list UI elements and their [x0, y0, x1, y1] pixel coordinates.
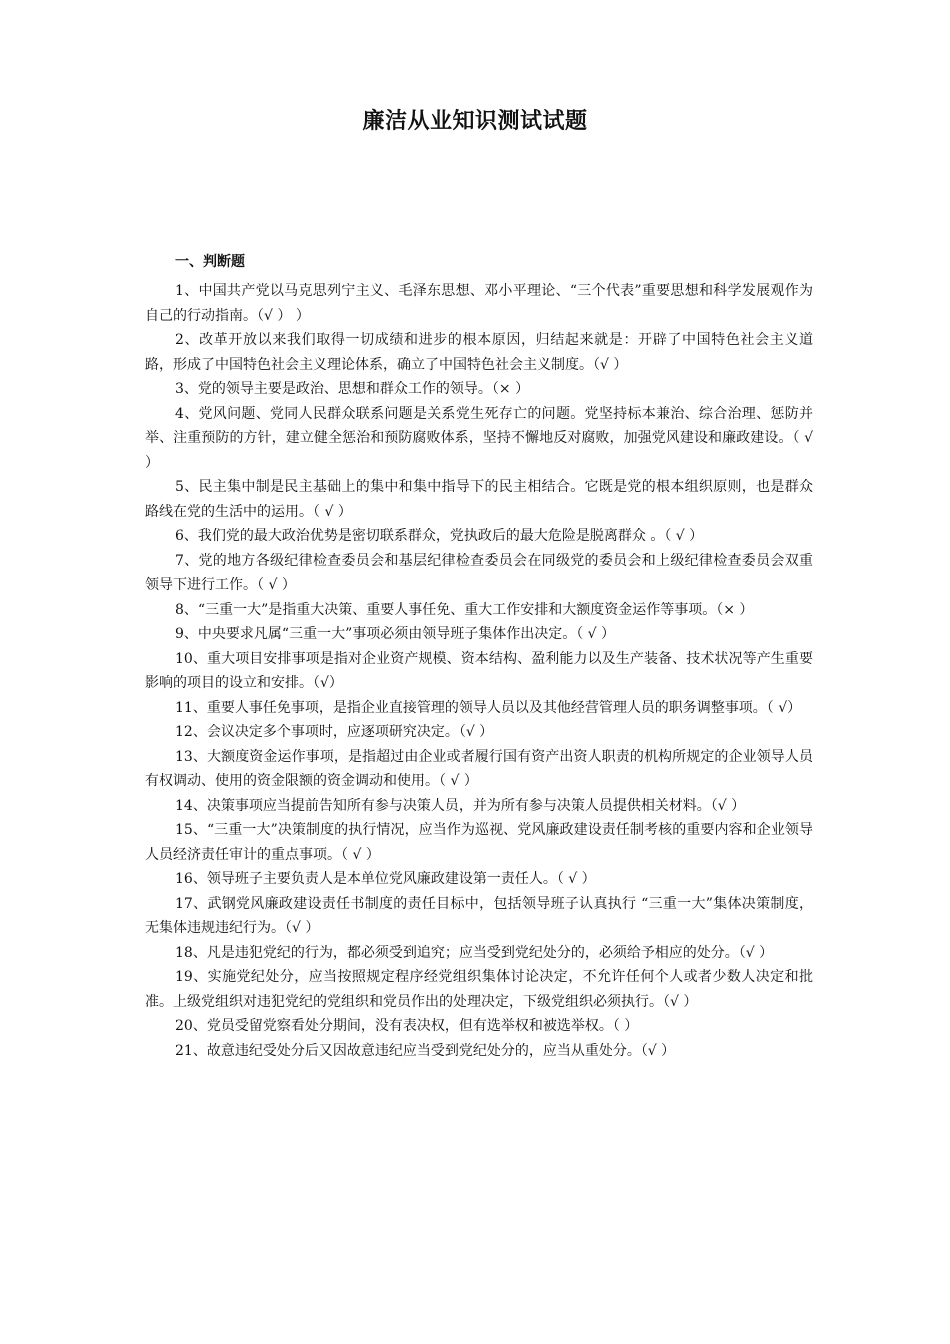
question-item: 5、民主集中制是民主基础上的集中和集中指导下的民主相结合。它既是党的根本组织原则，也是群众路线在党的生活中的运用。（ √ ）: [145, 479, 813, 520]
question-item: 10、重大项目安排事项是指对企业资产规模、资本结构、盈利能力以及生产装备、技术状况等产生重要影响的项目的设立和安排。（√）: [145, 650, 813, 691]
question-item: 18、凡是违犯党纪的行为，都必须受到追究；应当受到党纪处分的，必须给予相应的处分。（√ ）: [175, 944, 774, 961]
question-item: 21、故意违纪受处分后又因故意违纪应当受到党纪处分的，应当从重处分。（√ ）: [175, 1042, 676, 1059]
question-item: 11、重要人事任免事项，是指企业直接管理的领导人员以及其他经营管理人员的职务调整事项。（ √）: [175, 699, 802, 716]
question-item: 14、决策事项应当提前告知所有参与决策人员，并为所有参与决策人员提供相关材料。（√ ）: [175, 797, 746, 814]
question-item: 16、领导班子主要负责人是本单位党风廉政建设第一责任人。（ √ ）: [175, 871, 596, 887]
question-item: 6、我们党的最大政治优势是密切联系群众，党执政后的最大危险是脱离群众 。（ √ ）: [175, 528, 704, 544]
document-body: [145, 250, 813, 1063]
page-title: 廉洁从业知识测试试题: [362, 109, 588, 134]
question-item: 3、党的领导主要是政治、思想和群众工作的领导。（× ）: [175, 381, 530, 397]
question-item: 1、中国共产党以马克思列宁主义、毛泽东思想、邓小平理论、“三个代表”重要思想和科学发展观作为自己的行动指南。（√ ） ）: [145, 283, 813, 324]
question-item: 2、改革开放以来我们取得一切成绩和进步的根本原因，归结起来就是：开辟了中国特色社会主义道路，形成了中国特色社会主义理论体系，确立了中国特色社会主义制度。（√ ）: [145, 332, 813, 373]
question-item: 12、会议决定多个事项时，应逐项研究决定。（√ ）: [175, 724, 494, 740]
question-item: 7、党的地方各级纪律检查委员会和基层纪律检查委员会在同级党的委员会和上级纪律检查委员会双重领导下进行工作。（ √ ）: [145, 552, 813, 593]
question-item: 15、“三重一大”决策制度的执行情况，应当作为巡视、党风廉政建设责任制考核的重要内容和企业领导人员经济责任审计的重点事项。（ √ ）: [145, 822, 813, 863]
question-item: 17、武钢党风廉政建设责任书制度的责任目标中，包括领导班子认真执行 “三重一大”集体决策制度，无集体违规违纪行为。（√ ）: [145, 895, 813, 936]
section-heading: 一、判断题: [175, 254, 245, 270]
question-item: 4、党风问题、党同人民群众联系问题是关系党生死存亡的问题。党坚持标本兼治、综合治理、惩防并举、注重预防的方针，建立健全惩治和预防腐败体系，坚持不懈地反对腐败，加强党风建设和廉政建设。（ √ ）: [145, 405, 813, 471]
question-item: 9、中央要求凡属“三重一大”事项必须由领导班子集体作出决定。（ √ ）: [175, 626, 616, 642]
question-item: 19、实施党纪处分，应当按照规定程序经党组织集体讨论决定，不允许任何个人或者少数人决定和批准。上级党组织对违犯党纪的党组织和党员作出的处理决定，下级党组织必须执行。（√ ）: [145, 969, 813, 1010]
question-list: [145, 279, 813, 1063]
question-item: 13、大额度资金运作事项，是指超过由企业或者履行国有资产出资人职责的机构所规定的企业领导人员有权调动、使用的资金限额的资金调动和使用。（ √ ）: [145, 748, 813, 789]
question-item: 8、“三重一大”是指重大决策、重要人事任免、重大工作安排和大额度资金运作等事项。（× ）: [175, 601, 754, 618]
question-item: 20、党员受留党察看处分期间，没有表决权，但有选举权和被选举权。（ ）: [175, 1018, 639, 1034]
